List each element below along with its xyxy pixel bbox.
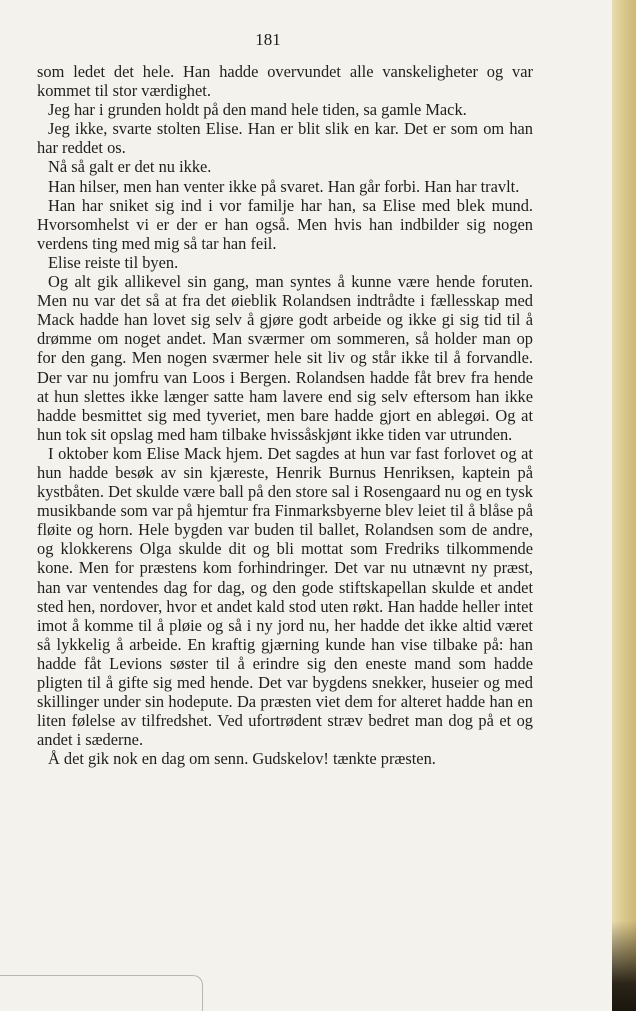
paragraph-1: som ledet det hele. Han hadde overvundet alle vanskeligheter og var kommet til stor værdighet.	[37, 62, 533, 101]
paragraph-10: Å det gik nok en dag om senn. Gudskelov! tænkte præsten.	[48, 749, 436, 769]
page-text	[37, 62, 533, 768]
page-number: 181	[255, 30, 281, 49]
paragraph-2: Jeg har i grunden holdt på den mand hele tiden, sa gamle Mack.	[48, 100, 467, 120]
paragraph-3: Jeg ikke, svarte stolten Elise. Han er blit slik en kar. Det er som om han har reddet os.	[37, 119, 533, 158]
paragraph-7: Elise reiste til byen.	[48, 252, 179, 272]
page-corner-tab	[0, 975, 203, 1011]
paragraph-8: Og alt gik allikevel sin gang, man syntes å kunne være hende foruten. Men nu var det så at fra det øieblik Rolandsen indtrådte i fællesskap med Mack hadde han lovet sig selv å gjøre godt arbeide og ikke gi sig tid til å drømme om noget andet. Man sværmer om sommeren, så holder man op for den gang. Men nogen sværmer hele sit liv og står ikke til å forvandle. Der var nu jomfru van Loos i Bergen. Rolandsen hadde fåt brev fra hende at hun slettes ikke længer satte ham lavere end sig selv eftersom han ikke hadde besmittet sig med tyveriet, men bare hadde gjort en ablegøi. Og at hun tok sit opslag med ham tilbake hvissåskjønt ikke tiden var utrunden.	[37, 272, 533, 444]
book-edge	[612, 0, 636, 1011]
paragraph-6: Han har sniket sig ind i vor familje har han, sa Elise med blek mund. Hvorsomhelst vi er der er han også. Men hvis han indbilder sig nogen verdens ting med mig så tar han feil.	[37, 195, 533, 253]
book-edge-shadow	[612, 921, 636, 1011]
paragraph-9: I oktober kom Elise Mack hjem. Det sagdes at hun var fast forlovet og at hun hadde besøk av sin kjæreste, Henrik Burnus Henriksen, kaptein på kystbåten. Det skulde være ball på den store sal i Rosengaard nu og en tysk musikbande som var på hjemtur fra Finmarksbyerne blev leiet til å blåse på fløite og horn. Hele bygden var buden til ballet, Rolandsen som de andre, og klokkerens Olga skulde dit og bli mottat som Fredriks tilkommende kone. Men for præstens kom forhindringer. Det var nu utnævnt ny præst, han var ventendes dag for dag, og den gode stiftskapellan skulde et andet sted hen, nordover, hvor et andet kald stod uten røkt. Han hadde heller intet imot å komme til å pløie og så i ny jord nu, her hadde det ikke altid været så lykkelig å arbeide. En kraftig gjærning kunde han vise tilbake på: han hadde fåt Levions søster til å erindre sig den eneste mand som hadde pligten til å gifte sig med hende. Det var bygdens snekker, huseier og med skillinger under sin hodepute. Da præsten viet dem for alteret hadde han en liten følelse av tilfredshet. Ved ufortrødent stræv bedret man dog på et og andet i sæderne.	[37, 443, 533, 750]
paragraph-5: Han hilser, men han venter ikke på svaret. Han går forbi. Han har travlt.	[48, 176, 520, 196]
paragraph-4: Nå så galt er det nu ikke.	[48, 157, 212, 177]
